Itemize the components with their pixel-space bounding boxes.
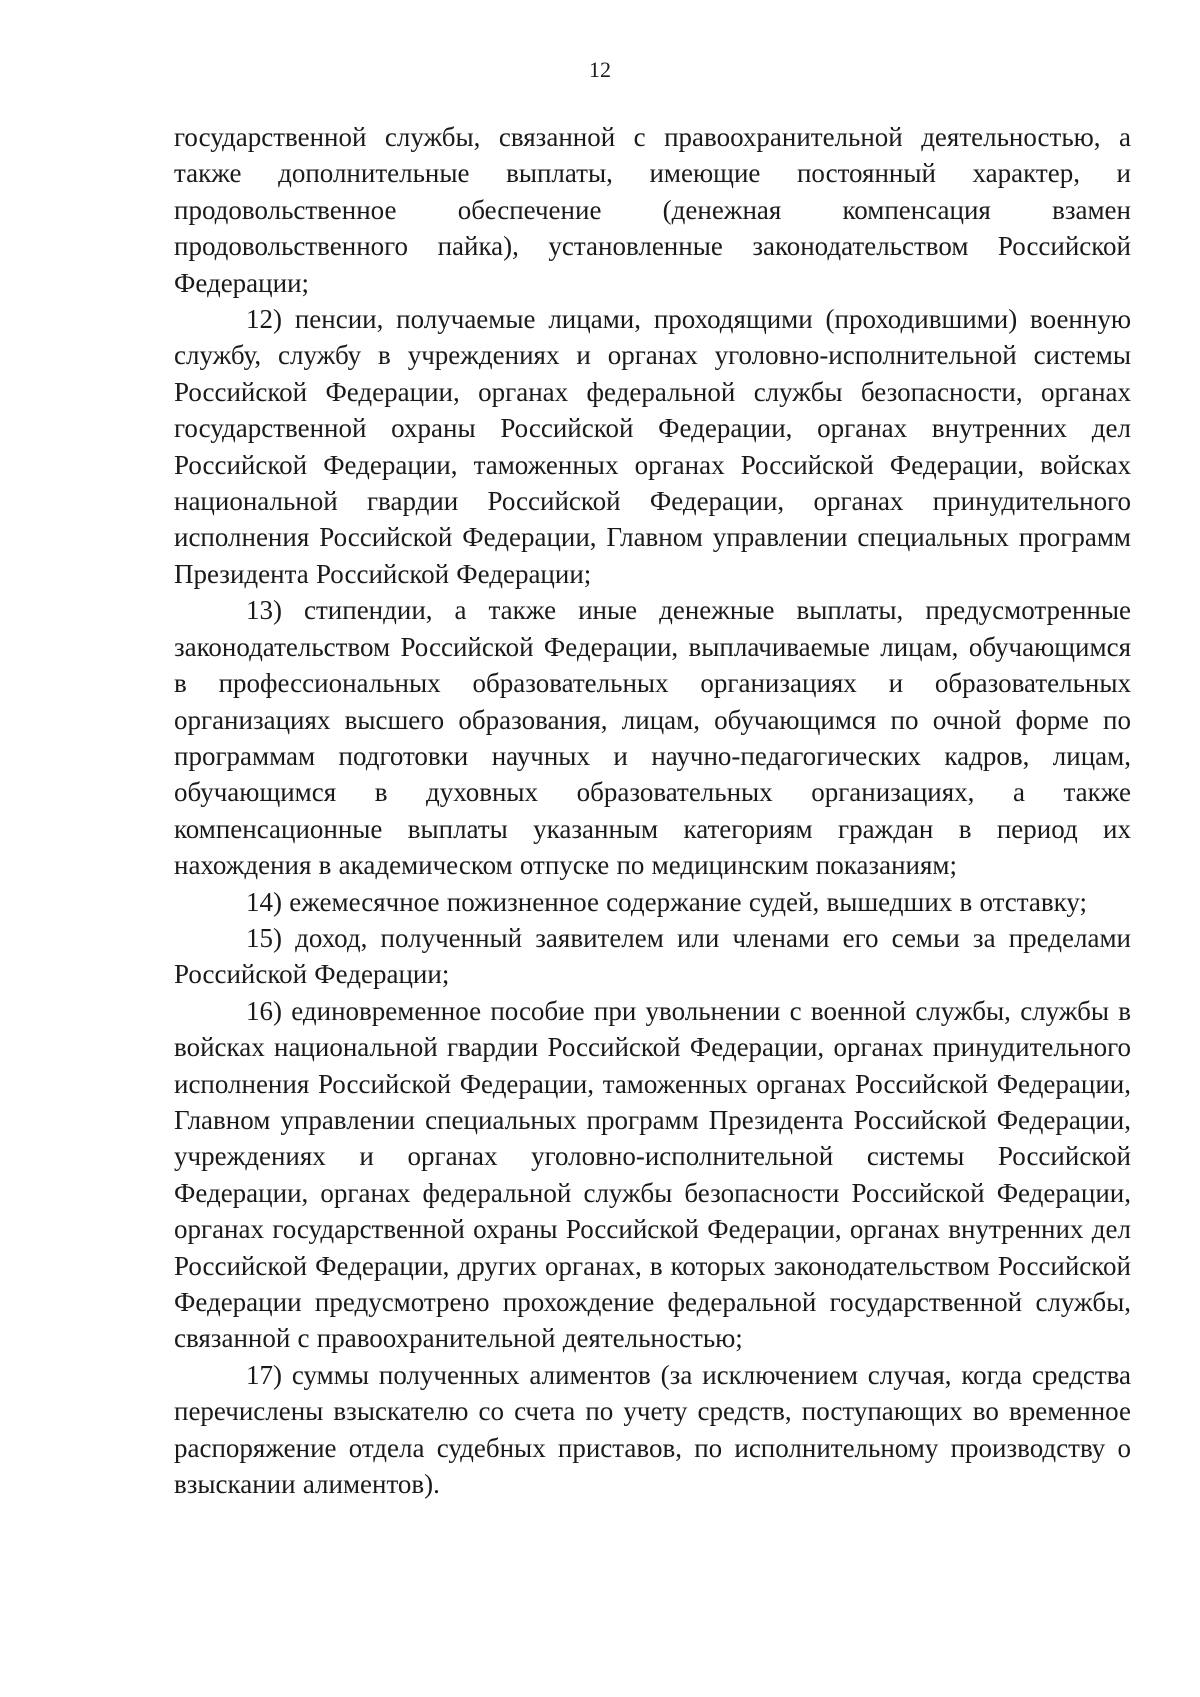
paragraph-item-14: 14) ежемесячное пожизненное содержание судей, вышедших в отставку; xyxy=(246,886,1088,917)
paragraph-item-16: 16) единовременное пособие при увольнении с военной службы, службы в войсках национальной гвардии Российской Федерации, органах принудительного исполнения Российской Федерации, таможенных органах Российской Федерации, Главном управлении специальных программ Президента Российской Федерации, учреждениях и органах уголовно-исполнительной системы Российской Федерации, органах федеральной службы безопасности Российской Федерации, органах государственной охраны Российской Федерации, органах внутренних дел Российской Федерации, других органах, в которых законодательством Российской Федерации предусмотрено прохождение федеральной государственной службы, связанной с правоохранительной деятельностью; xyxy=(174,995,1131,1354)
paragraph-item-12: 12) пенсии, получаемые лицами, проходящими (проходившими) военную службу, службу в учреждениях и органах уголовно-исполнительной системы Российской Федерации, органах федеральной службы безопасности, органах государственной охраны Российской Федерации, органах внутренних дел Российской Федерации, таможенных органах Российской Федерации, войсках национальной гвардии Российской Федерации, органах принудительного исполнения Российской Федерации, Главном управлении специальных программ Президента Российской Федерации; xyxy=(174,304,1131,589)
document-body xyxy=(174,119,1131,1502)
paragraph-continuation: государственной службы, связанной с правоохранительной деятельностью, а также дополнительные выплаты, имеющие постоянный характер, и продовольственное обеспечение (денежная компенсация взамен продовольственного пайка), установленные законодательством Российской Федерации; xyxy=(174,122,1131,298)
paragraph-item-15: 15) доход, полученный заявителем или членами его семьи за пределами Российской Федерации; xyxy=(174,922,1131,990)
paragraph-item-13: 13) стипендии, а также иные денежные выплаты, предусмотренные законодательством Российской Федерации, выплачиваемые лицам, обучающимся в профессиональных образовательных организациях и образовательных организациях высшего образования, лицам, обучающимся по очной форме по программам подготовки научных и научно-педагогических кадров, лицам, обучающимся в духовных образовательных организациях, а также компенсационные выплаты указанным категориям граждан в период их нахождения в академическом отпуске по медицинским показаниям; xyxy=(174,595,1131,881)
page-number: 12 xyxy=(589,57,611,82)
paragraph-item-17: 17) суммы полученных алиментов (за исключением случая, когда средства перечислены взыскателю со счета по учету средств, поступающих во временное распоряжение отдела судебных приставов, по исполнительному производству о взыскании алиментов). xyxy=(174,1359,1131,1500)
